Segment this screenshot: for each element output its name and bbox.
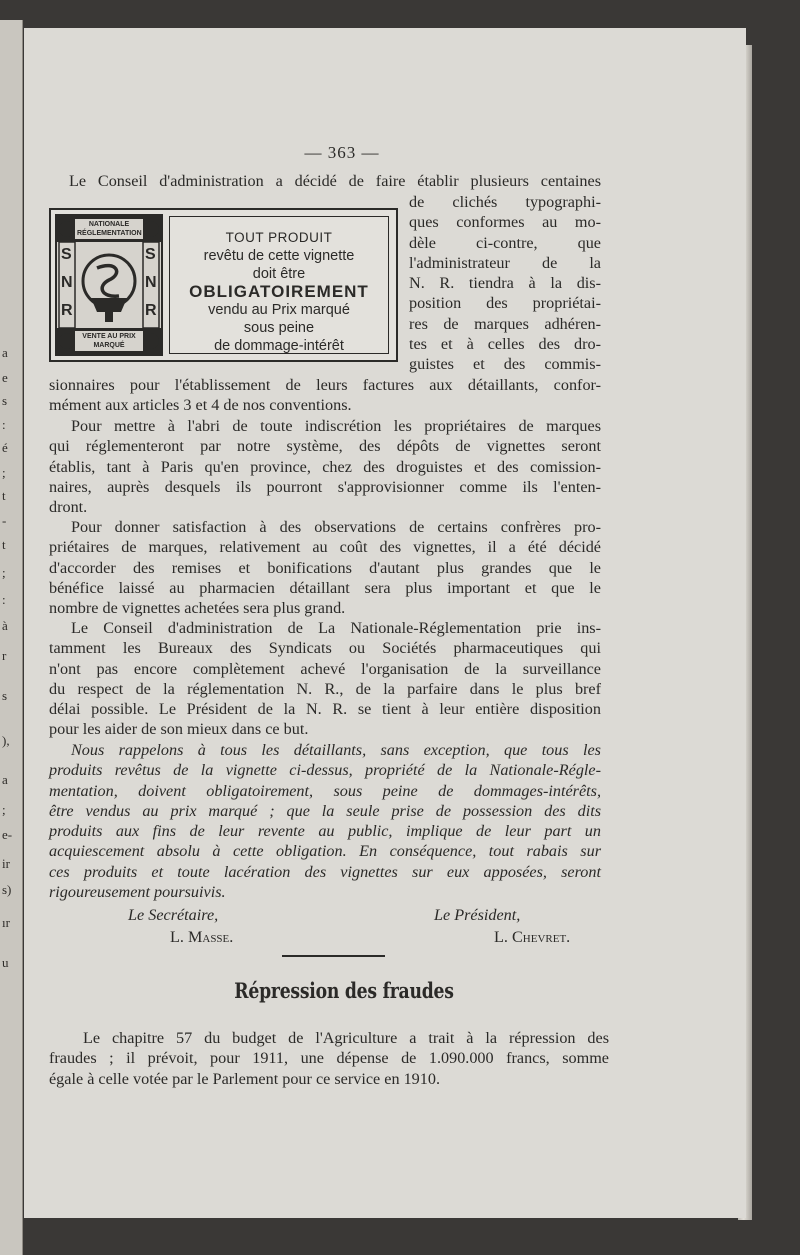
margin-char: u	[2, 955, 9, 970]
margin-char: é	[2, 440, 8, 455]
margin-char: s)	[2, 882, 12, 897]
margin-char: r	[2, 648, 7, 663]
margin-char: e	[2, 370, 8, 385]
paragraph-depots: Pour mettre à l'abri de toute indiscrétion les propriétaires de marques qui réglementeront par notre système, des dépôts de vignettes seront établis, tant à Paris qu'en province, chez des droguistes et des comission- naires, auprès desquels ils pourront s'approvisionner comme ils l'enten- dront.	[49, 417, 601, 517]
margin-char: ir	[2, 856, 10, 871]
previous-page-edge	[0, 20, 23, 1255]
margin-char: ),	[2, 733, 10, 748]
margin-char: ;	[2, 565, 6, 580]
vignette-line: revêtu de cette vignette	[203, 248, 355, 264]
margin-char: s	[2, 688, 8, 703]
section-divider	[282, 955, 385, 957]
secretary-title: Le Secrétaire,	[128, 906, 219, 924]
margin-char: t	[2, 537, 6, 552]
margin-char: ır	[2, 915, 10, 930]
margin-char: s	[2, 393, 8, 408]
margin-char: ;	[2, 465, 6, 480]
margin-char: a	[2, 772, 8, 787]
logo-letter: S	[145, 246, 156, 263]
margin-char: :	[2, 592, 6, 607]
logo-letter: R	[61, 302, 73, 319]
paragraph-conseil: Le Conseil d'administration de La Nationale-Réglementation prie ins- tamment les Bureaux des Syndicats ou Sociétés pharmaceutiques qui n'ont pas encore complètement achevé l'organisation de la surveillance du respect de la réglementation N. R., de la parfaire dans le plus bref délai possible. Le Président de la N. R. se tient à leur entière disposition pour les aider de son mieux dans ce but.	[49, 619, 601, 739]
nr-logo	[55, 214, 163, 356]
logo-letter: N	[145, 274, 157, 291]
logo-top-text: NATIONALE RÉGLEMENTATION	[77, 221, 142, 237]
logo-letter: R	[145, 302, 157, 319]
margin-char: a	[2, 345, 8, 360]
margin-char: t	[2, 488, 6, 503]
margin-char: e-	[2, 827, 13, 842]
paragraph-remises: Pour donner satisfaction à des observations de certains confrères pro- priétaires de marques, relativement au coût des vignettes, il a été décidé d'accorder des remises et bonifications d'autant plus grandes que le bénéfice laissé au pharmacien détaillant sera plus important et que le nombre de vignettes achetées sera plus grand.	[49, 518, 601, 618]
president-title: Le Président,	[434, 906, 521, 924]
paragraph-fraudes: Le chapitre 57 du budget de l'Agriculture a trait à la répression des fraudes ; il prévoit, pour 1911, une dépense de 1.090.000 francs, somme égale à celle votée par le Parlement pour ce service en 1910.	[49, 1029, 609, 1088]
vignette-line: sous peine	[243, 320, 315, 336]
logo-letter: S	[61, 246, 72, 263]
vignette-line-emphasis: OBLIGATOIREMENT	[189, 282, 369, 301]
page-number: — 363 —	[304, 143, 380, 162]
secretary-name: L. Masse.	[170, 928, 234, 946]
margin-char: :	[2, 417, 6, 432]
vignette-line: vendu au Prix marqué	[208, 302, 350, 318]
vignette-text	[169, 216, 389, 354]
vignette-line: de dommage-intérêt	[214, 338, 344, 354]
intro-continuation: sionnaires pour l'établissement de leurs factures aux détaillants, confor- mément aux articles 3 et 4 de nos conventions.	[49, 376, 601, 415]
intro-right-column: de clichés typographi- ques conformes au mo- dèle ci-contre, que l'administrateur de la N. R. tiendra à la dis- position des propriétai- res de marques adhéren- tes et à celles des dro- guistes et des commis-	[409, 193, 601, 374]
section-heading: Répression des fraudes	[234, 978, 454, 1003]
margin-char: -	[2, 513, 7, 528]
vignette-illustration	[49, 208, 398, 362]
margin-char: ;	[2, 802, 6, 817]
document-page	[24, 28, 746, 1218]
vignette-line: TOUT PRODUIT	[225, 230, 333, 245]
intro-first-line: Le Conseil d'administration a décidé de faire établir plusieurs centaines	[69, 172, 601, 190]
logo-bottom-text: VENTE AU PRIX MARQUÉ	[82, 333, 136, 349]
president-name: L. Chevret.	[494, 928, 571, 946]
logo-letter: N	[61, 274, 73, 291]
paragraph-rappel-italic: Nous rappelons à tous les détaillants, sans exception, que tous les produits revêtus de la vignette ci-dessus, propriété de la Nationale-Régle- mentation, doivent obligatoirement, sous peine de dommages-intérêts, être vendus au prix marqué ; que la seule prise de possession des dits produits aux fins de leur revente au public, implique de leur part un acquiescement absolu à cette obligation. En conséquence, tout rabais sur ces produits et toute lacération des vignettes sur eux apposées, seront rigoureusement poursuivis.	[49, 741, 601, 902]
vignette-line: doit être	[252, 266, 306, 282]
margin-char: à	[2, 618, 8, 633]
